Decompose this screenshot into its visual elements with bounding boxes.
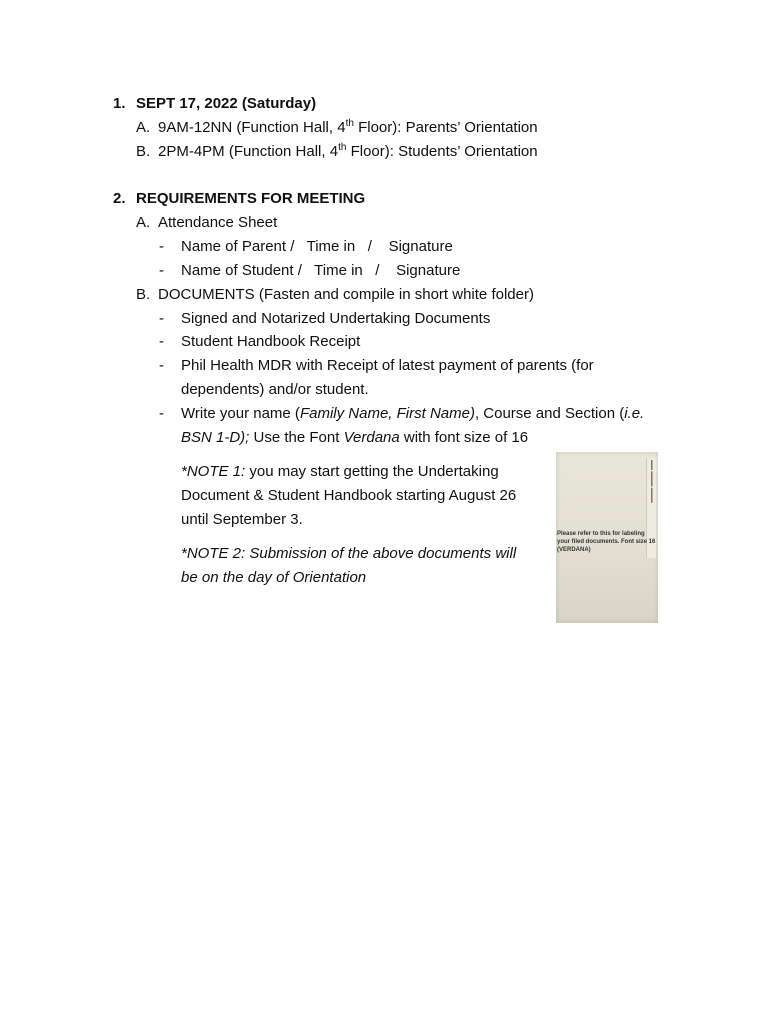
bullet-dash: - [159, 357, 164, 374]
photo-caption: Please refer to this for labeling your filed documents. Font size 16 (VERDANA) [557, 531, 656, 553]
note-2-line-1: *NOTE 2: Submission of the above documents will [181, 545, 517, 562]
note-1-line-1 [181, 462, 499, 482]
list-item-student: Name of Student / Time in / Signature [181, 262, 461, 279]
bullet-dash: - [159, 333, 164, 350]
text-italic: Verdana [343, 429, 400, 446]
item-1-title: SEPT 17, 2022 (Saturday) [136, 95, 317, 112]
note-1-line-2: Document & Student Handbook starting August 26 [181, 487, 517, 504]
text-segment: , Course and Section ( [474, 405, 625, 422]
list-item-philhealth: Phil Health MDR with Receipt of latest payment of parents (for [181, 357, 594, 374]
item-1b-text-end: Floor): Students’ Orientation [346, 143, 538, 160]
superscript-th: th [345, 118, 354, 129]
list-item-parent: Name of Parent / Time in / Signature [181, 238, 453, 255]
list-item-handbook-receipt: Student Handbook Receipt [181, 333, 361, 350]
text-segment: you may start getting the Undertaking [245, 463, 499, 480]
folder-tab-text: ▬▬ ▬▬▬ ▬▬▬ [649, 460, 655, 503]
bullet-dash: - [159, 238, 164, 255]
list-item-undertaking: Signed and Notarized Undertaking Documents [181, 310, 491, 327]
text-italic: Family Name, First Name) [299, 405, 475, 422]
item-1b-text-start: 2PM-4PM (Function Hall, 4 [158, 143, 339, 160]
text-segment: Write your name ( [181, 405, 300, 422]
item-1a-text [158, 118, 538, 138]
item-2b-letter: B. [136, 286, 151, 303]
note-2-line-2: be on the day of Orientation [181, 569, 367, 586]
text-italic: i.e. [624, 405, 645, 422]
item-1a-text-end: Floor): Parents’ Orientation [353, 119, 538, 136]
bullet-dash: - [159, 310, 164, 327]
superscript-th: th [338, 142, 347, 153]
item-1a-text-start: 9AM-12NN (Function Hall, 4 [158, 119, 346, 136]
item-2a-letter: A. [136, 214, 151, 231]
text-italic: BSN 1-D); [181, 429, 250, 446]
list-item-write-name-cont [181, 428, 528, 448]
folder-label-photo [556, 452, 658, 623]
list-item-write-name [181, 404, 644, 424]
item-2-title: REQUIREMENTS FOR MEETING [136, 190, 366, 207]
bullet-dash: - [159, 405, 164, 422]
item-1b-text [158, 142, 538, 162]
note-1-line-3: until September 3. [181, 511, 303, 528]
item-2-number: 2. [113, 190, 126, 207]
text-segment: with font size of 16 [399, 429, 529, 446]
item-1b-letter: B. [136, 143, 151, 160]
item-2b-text: DOCUMENTS (Fasten and compile in short white folder) [158, 286, 534, 303]
text-segment: Use the Font [249, 429, 344, 446]
item-1a-letter: A. [136, 119, 151, 136]
bullet-dash: - [159, 262, 164, 279]
item-2a-text: Attendance Sheet [158, 214, 278, 231]
note-1-label: *NOTE 1: [181, 463, 246, 480]
item-1-number: 1. [113, 95, 126, 112]
list-item-philhealth-cont: dependents) and/or student. [181, 381, 369, 398]
